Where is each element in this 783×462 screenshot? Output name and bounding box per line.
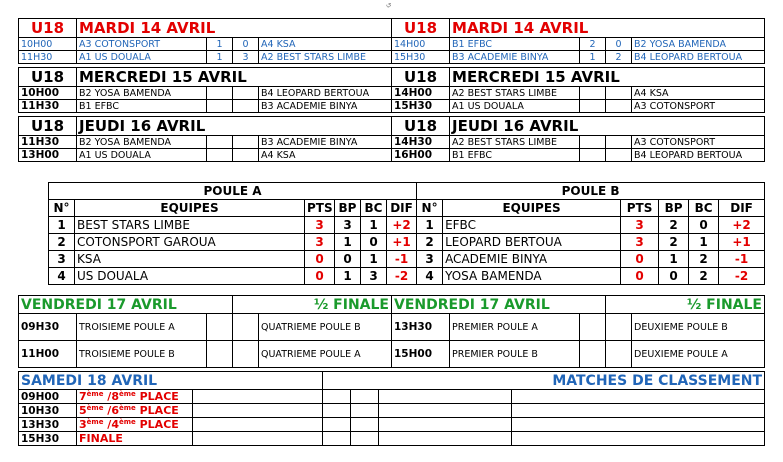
home-team: B2 YOSA BAMENDA: [77, 87, 207, 100]
home-team: A1 US DOUALA: [450, 100, 580, 113]
standings-row: [49, 268, 765, 285]
rank-number: 2: [417, 234, 443, 251]
semi-away: QUATRIEME POULE B: [259, 314, 392, 341]
match-time: 16H00: [392, 149, 450, 162]
goal-difference: -2: [387, 268, 417, 285]
away-team: A4 KSA: [632, 87, 765, 100]
semi-home: PREMIER POULE A: [450, 314, 580, 341]
place-a: 7: [79, 389, 87, 403]
place-label: [77, 390, 193, 404]
home-score: 1: [207, 51, 233, 64]
home-team: B1 EFBC: [77, 100, 207, 113]
team-name: BEST STARS LIMBE: [75, 217, 305, 234]
away-team: B2 YOSA BAMENDA: [632, 38, 765, 51]
place-a: 5: [79, 403, 87, 417]
day-schedule-table: [18, 116, 765, 162]
goals-against: 2: [689, 268, 719, 285]
home-score: [580, 87, 606, 100]
match-row: [19, 136, 765, 149]
day-schedule-table: [18, 18, 765, 64]
standings-row: [49, 217, 765, 234]
category-label: U18: [19, 117, 77, 136]
col-dif: DIF: [387, 200, 417, 217]
semi-score-away: [233, 341, 259, 368]
home-score: 2: [580, 38, 606, 51]
place-label: [77, 432, 193, 446]
match-row: [19, 51, 765, 64]
home-score: [207, 87, 233, 100]
semi-right-stage: ½ FINALE: [606, 296, 765, 314]
place-a: 3: [79, 417, 87, 431]
classement-team-b: [379, 432, 512, 446]
semi-time: 15H00: [392, 341, 450, 368]
classement-team-a: [193, 404, 323, 418]
home-score: 1: [207, 38, 233, 51]
day-date: JEUDI 16 AVRIL: [450, 117, 765, 136]
ordinal-suffix: ème: [118, 417, 136, 426]
semi-score-home: [207, 314, 233, 341]
home-team: B1 EFBC: [450, 149, 580, 162]
semi-match-row: [19, 314, 765, 341]
ordinal-suffix: ème: [86, 389, 104, 398]
final-label: FINALE: [79, 431, 123, 445]
match-row: [19, 38, 765, 51]
place-b: 6: [111, 403, 119, 417]
place-suffix: PLACE: [139, 417, 179, 431]
semi-score-away: [606, 341, 632, 368]
category-label: U18: [392, 19, 450, 38]
goals-for: 2: [659, 234, 689, 251]
classement-score-b: [351, 418, 379, 432]
away-team: B4 LEOPARD BERTOUA: [632, 149, 765, 162]
goals-for: 1: [335, 268, 361, 285]
pool-a-title: POULE A: [49, 183, 417, 200]
team-name: LEOPARD BERTOUA: [443, 234, 621, 251]
rank-number: 1: [417, 217, 443, 234]
goals-against: 3: [361, 268, 387, 285]
classement-row: [19, 390, 765, 404]
match-row: [19, 87, 765, 100]
home-score: [207, 100, 233, 113]
away-score: [606, 149, 632, 162]
goals-for: 0: [659, 268, 689, 285]
goals-against: 0: [689, 217, 719, 234]
goal-difference: -1: [719, 251, 765, 268]
goal-difference: +2: [387, 217, 417, 234]
classement-score-b: [351, 390, 379, 404]
away-score: [606, 87, 632, 100]
goal-difference: -1: [387, 251, 417, 268]
home-team: A1 US DOUALA: [77, 149, 207, 162]
classement-time: 15H30: [19, 432, 77, 446]
away-team: B3 ACADEMIE BINYA: [259, 136, 392, 149]
away-score: [233, 136, 259, 149]
col-pts: PTS: [305, 200, 335, 217]
team-name: ACADEMIE BINYA: [443, 251, 621, 268]
day-date: MARDI 14 AVRIL: [450, 19, 765, 38]
match-time: 11H30: [19, 51, 77, 64]
semi-score-home: [580, 341, 606, 368]
team-name: US DOUALA: [75, 268, 305, 285]
rank-number: 3: [417, 251, 443, 268]
classement-blank: [512, 418, 765, 432]
rank-number: 4: [49, 268, 75, 285]
place-b: 4: [111, 417, 119, 431]
ordinal-suffix: ème: [118, 389, 136, 398]
away-team: A4 KSA: [259, 149, 392, 162]
semi-away: QUATRIEME POULE A: [259, 341, 392, 368]
classement-team-b: [379, 390, 512, 404]
home-score: [580, 100, 606, 113]
home-score: [580, 149, 606, 162]
category-label: U18: [392, 117, 450, 136]
classement-blank: [512, 390, 765, 404]
match-time: 11H30: [19, 100, 77, 113]
team-points: 0: [305, 251, 335, 268]
match-time: 15H30: [392, 100, 450, 113]
match-time: 14H00: [392, 38, 450, 51]
classement-score-b: [351, 432, 379, 446]
goals-for: 1: [659, 251, 689, 268]
semi-score-away: [606, 314, 632, 341]
home-team: A3 COTONSPORT: [77, 38, 207, 51]
classement-team-a: [193, 390, 323, 404]
away-score: 2: [606, 51, 632, 64]
classement-row: [19, 432, 765, 446]
home-team: B3 ACADEMIE BINYA: [450, 51, 580, 64]
semi-right-date: VENDREDI 17 AVRIL: [392, 296, 606, 314]
classement-table: [18, 371, 765, 446]
home-score: [207, 149, 233, 162]
goals-for: 2: [659, 217, 689, 234]
away-score: 3: [233, 51, 259, 64]
away-team: A4 KSA: [259, 38, 392, 51]
goals-against: 2: [689, 251, 719, 268]
classement-score-a: [323, 390, 351, 404]
rank-number: 3: [49, 251, 75, 268]
classement-blank: [512, 432, 765, 446]
team-points: 0: [621, 268, 659, 285]
match-row: [19, 149, 765, 162]
home-team: B1 EFBC: [450, 38, 580, 51]
col-bc: BC: [361, 200, 387, 217]
goal-difference: -2: [719, 268, 765, 285]
match-time: 13H00: [19, 149, 77, 162]
semi-home: TROISIEME POULE A: [77, 314, 207, 341]
away-score: 0: [233, 38, 259, 51]
goals-against: 1: [361, 251, 387, 268]
classement-time: 09H00: [19, 390, 77, 404]
semi-time: 13H30: [392, 314, 450, 341]
day-schedule-table: [18, 67, 765, 113]
classement-title: MATCHES DE CLASSEMENT: [323, 372, 765, 390]
match-time: 10H00: [19, 38, 77, 51]
home-score: [207, 136, 233, 149]
semi-left-date: VENDREDI 17 AVRIL: [19, 296, 233, 314]
match-time: 10H00: [19, 87, 77, 100]
ordinal-suffix: ème: [86, 417, 104, 426]
semi-away: DEUXIEME POULE A: [632, 341, 765, 368]
semi-score-home: [207, 341, 233, 368]
team-name: KSA: [75, 251, 305, 268]
semi-home: TROISIEME POULE B: [77, 341, 207, 368]
goals-for: 0: [335, 251, 361, 268]
classement-team-b: [379, 404, 512, 418]
standings-row: [49, 251, 765, 268]
semi-match-row: [19, 341, 765, 368]
home-team: A2 BEST STARS LIMBE: [450, 87, 580, 100]
classement-score-a: [323, 404, 351, 418]
away-score: [233, 100, 259, 113]
away-score: [606, 136, 632, 149]
away-team: A3 COTONSPORT: [632, 100, 765, 113]
col-num: N°: [417, 200, 443, 217]
place-label: [77, 404, 193, 418]
classement-score-a: [323, 432, 351, 446]
ordinal-suffix: ème: [118, 403, 136, 412]
goal-difference: +1: [719, 234, 765, 251]
away-team: B3 ACADEMIE BINYA: [259, 100, 392, 113]
classement-blank: [512, 404, 765, 418]
place-separator: /: [103, 389, 112, 403]
classement-team-a: [193, 432, 323, 446]
team-name: EFBC: [443, 217, 621, 234]
col-bp: BP: [659, 200, 689, 217]
pool-b-title: POULE B: [417, 183, 765, 200]
semi-time: 11H00: [19, 341, 77, 368]
away-team: A2 BEST STARS LIMBE: [259, 51, 392, 64]
goal-difference: +2: [719, 217, 765, 234]
classement-row: [19, 404, 765, 418]
category-label: U18: [19, 19, 77, 38]
goal-difference: +1: [387, 234, 417, 251]
goals-for: 3: [335, 217, 361, 234]
match-time: 14H00: [392, 87, 450, 100]
goals-against: 1: [361, 217, 387, 234]
away-score: [233, 149, 259, 162]
classement-score-a: [323, 418, 351, 432]
home-team: A2 BEST STARS LIMBE: [450, 136, 580, 149]
classement-date: SAMEDI 18 AVRIL: [19, 372, 323, 390]
col-team: EQUIPES: [443, 200, 621, 217]
goals-against: 0: [361, 234, 387, 251]
day-date: JEUDI 16 AVRIL: [77, 117, 392, 136]
col-bc: BC: [689, 200, 719, 217]
home-team: B2 YOSA BAMENDA: [77, 136, 207, 149]
away-score: 0: [606, 38, 632, 51]
place-separator: /: [103, 417, 112, 431]
classement-time: 13H30: [19, 418, 77, 432]
col-num: N°: [49, 200, 75, 217]
match-time: 11H30: [19, 136, 77, 149]
team-name: YOSA BAMENDA: [443, 268, 621, 285]
home-score: [580, 136, 606, 149]
day-date: MARDI 14 AVRIL: [77, 19, 392, 38]
team-points: 3: [621, 217, 659, 234]
place-b: 8: [111, 389, 119, 403]
semi-score-home: [580, 314, 606, 341]
home-team: A1 US DOUALA: [77, 51, 207, 64]
classement-team-b: [379, 418, 512, 432]
semi-score-away: [233, 314, 259, 341]
col-team: EQUIPES: [75, 200, 305, 217]
semi-left-stage: ½ FINALE: [233, 296, 392, 314]
ordinal-suffix: ème: [86, 403, 104, 412]
place-suffix: PLACE: [139, 403, 179, 417]
away-team: B4 LEOPARD BERTOUA: [259, 87, 392, 100]
semi-time: 09H30: [19, 314, 77, 341]
rank-number: 2: [49, 234, 75, 251]
place-separator: /: [103, 403, 112, 417]
day-date: MERCREDI 15 AVRIL: [450, 68, 765, 87]
goals-for: 1: [335, 234, 361, 251]
team-name: COTONSPORT GAROUA: [75, 234, 305, 251]
away-score: [233, 87, 259, 100]
place-suffix: PLACE: [139, 389, 179, 403]
team-points: 3: [621, 234, 659, 251]
semi-home: PREMIER POULE B: [450, 341, 580, 368]
place-label: [77, 418, 193, 432]
match-time: 14H30: [392, 136, 450, 149]
classement-score-b: [351, 404, 379, 418]
away-team: B4 LEOPARD BERTOUA: [632, 51, 765, 64]
team-points: 3: [305, 217, 335, 234]
category-label: U18: [19, 68, 77, 87]
goals-against: 1: [689, 234, 719, 251]
col-bp: BP: [335, 200, 361, 217]
team-points: 0: [621, 251, 659, 268]
team-points: 0: [305, 268, 335, 285]
top-mark: ي: [386, 0, 392, 8]
standings-row: [49, 234, 765, 251]
semi-away: DEUXIEME POULE B: [632, 314, 765, 341]
classement-team-a: [193, 418, 323, 432]
col-pts: PTS: [621, 200, 659, 217]
rank-number: 4: [417, 268, 443, 285]
col-dif: DIF: [719, 200, 765, 217]
match-time: 15H30: [392, 51, 450, 64]
day-date: MERCREDI 15 AVRIL: [77, 68, 392, 87]
match-row: [19, 100, 765, 113]
rank-number: 1: [49, 217, 75, 234]
away-score: [606, 100, 632, 113]
category-label: U18: [392, 68, 450, 87]
standings-table: [48, 182, 765, 285]
home-score: 1: [580, 51, 606, 64]
classement-time: 10H30: [19, 404, 77, 418]
away-team: A3 COTONSPORT: [632, 136, 765, 149]
classement-row: [19, 418, 765, 432]
team-points: 3: [305, 234, 335, 251]
semifinal-table: [18, 295, 765, 368]
